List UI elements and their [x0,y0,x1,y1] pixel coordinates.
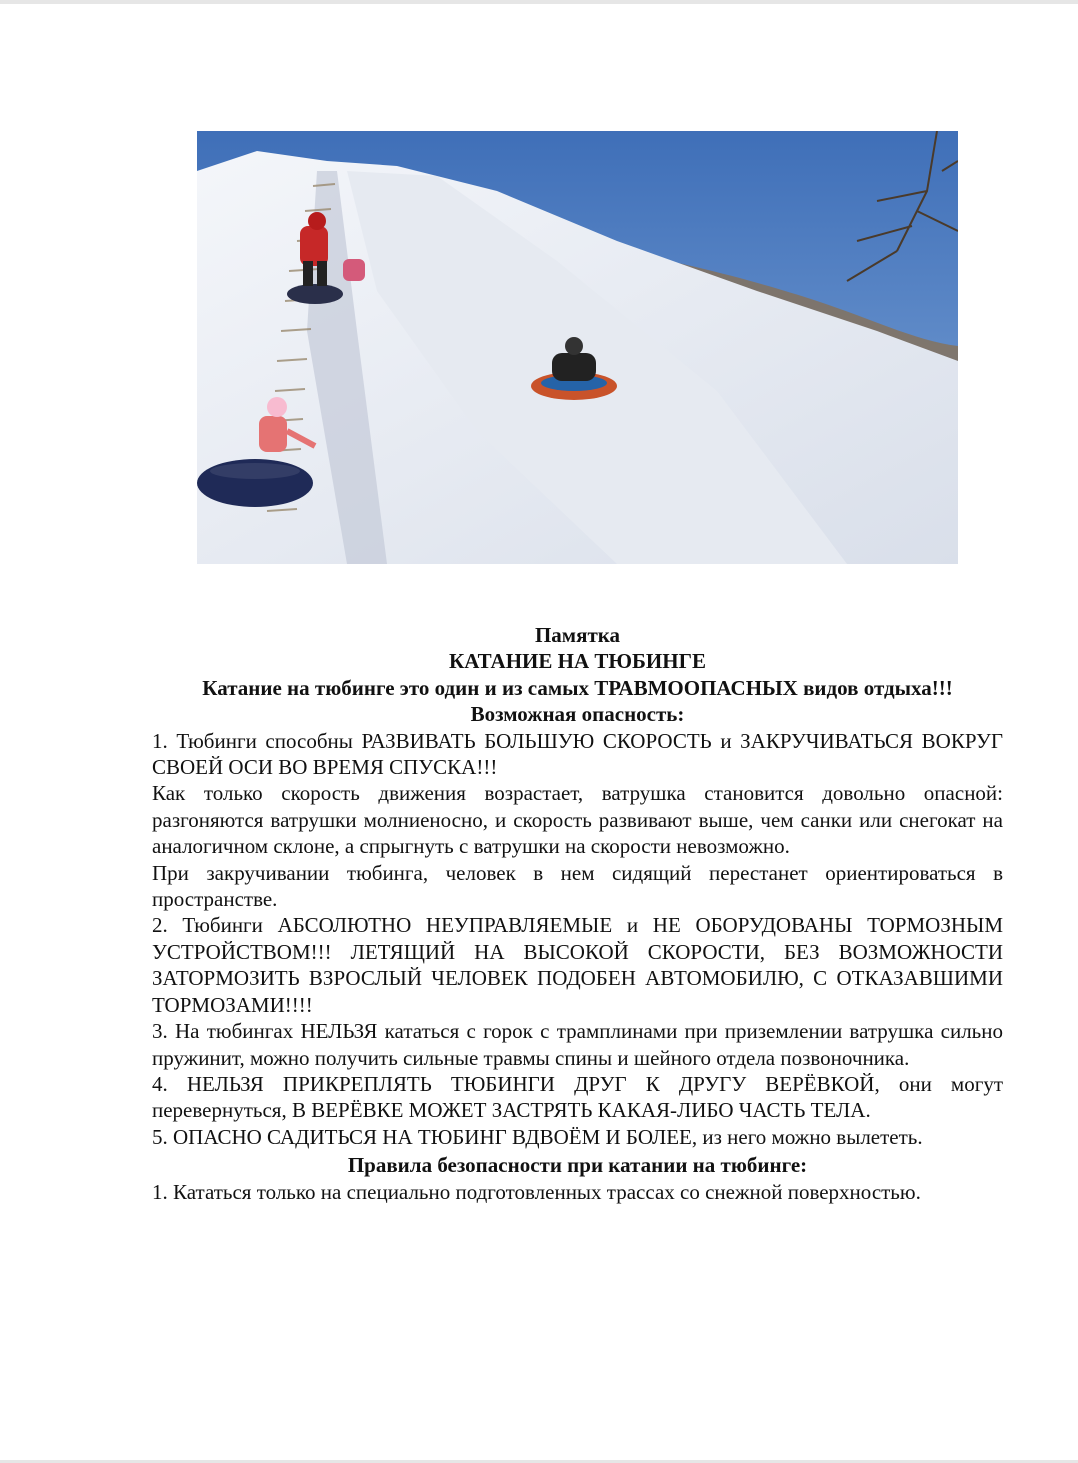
paragraph-jumps: 3. На тюбингах НЕЛЬЗЯ кататься с горок с трамплинами при приземлении ватрушка сильно пружинит, можно получить сильные травмы спины и шейного отдела позвоночника. [152,1019,1003,1070]
danger-heading: Возможная опасность: [470,702,685,727]
paragraph-two-riders: 5. ОПАСНО САДИТЬСЯ НА ТЮБИНГ ВДВОЁМ И БОЛЕЕ, из него можно вылететь. [152,1124,923,1149]
paragraph-acceleration: Как только скорость движения возрастает, ватрушка становится довольно опасной: разгоняются ватрушки молниеносно, и скорость развивают выше, чем санки или снегокат на аналогичном склоне, а спрыгнуть с ватрушки на скорости невозможно. [152,781,1003,859]
memo-subject: КАТАНИЕ НА ТЮБИНГЕ [449,649,706,674]
paragraph-no-brakes: 2. Тюбинги АБСОЛЮТНО НЕУПРАВЛЯЕМЫЕ и НЕ ОБОРУДОВАНЫ ТОРМОЗНЫМ УСТРОЙСТВОМ!!! ЛЕТЯЩИЙ НА ВЫСОКОЙ СКОРОСТИ, БЕЗ ВОЗМОЖНОСТИ ЗАТОРМОЗИТЬ ВЗРОСЛЫЙ ЧЕЛОВЕК ПОДОБЕН АВТОМОБИЛЮ, С ОТКАЗАВШИМИ ТОРМОЗАМИ!!!! [152,913,1003,1017]
paragraph-rope: 4. НЕЛЬЗЯ ПРИКРЕПЛЯТЬ ТЮБИНГИ ДРУГ К ДРУГУ ВЕРЁВКОЙ, они могут перевернуться, В ВЕРЁВКЕ МОЖЕТ ЗАСТРЯТЬ КАКАЯ-ЛИБО ЧАСТЬ ТЕЛА. [152,1071,1003,1123]
snow-hill-tubing-photo [197,131,958,564]
paragraph-rule-1: 1. Кататься только на специально подготовленных трассах со снежной поверхностью. [152,1179,921,1204]
memo-text [152,622,1003,1205]
paragraph-speed: 1. Тюбинги способны РАЗВИВАТЬ БОЛЬШУЮ СКОРОСТЬ и ЗАКРУЧИВАТЬСЯ ВОКРУГ СВОЕЙ ОСИ ВО ВРЕМЯ СПУСКА!!! [152,728,1003,780]
memo-warning: Катание на тюбинге это один и из самых ТРАВМООПАСНЫХ видов отдыха!!! [202,675,953,700]
page-top-edge [0,0,1078,4]
rules-heading: Правила безопасности при катании на тюбинге: [347,1153,808,1178]
memo-title: Памятка [534,623,621,647]
paragraph-spinning: При закручивании тюбинга, человек в нем сидящий перестанет ориентироваться в пространстве. [152,860,1003,912]
